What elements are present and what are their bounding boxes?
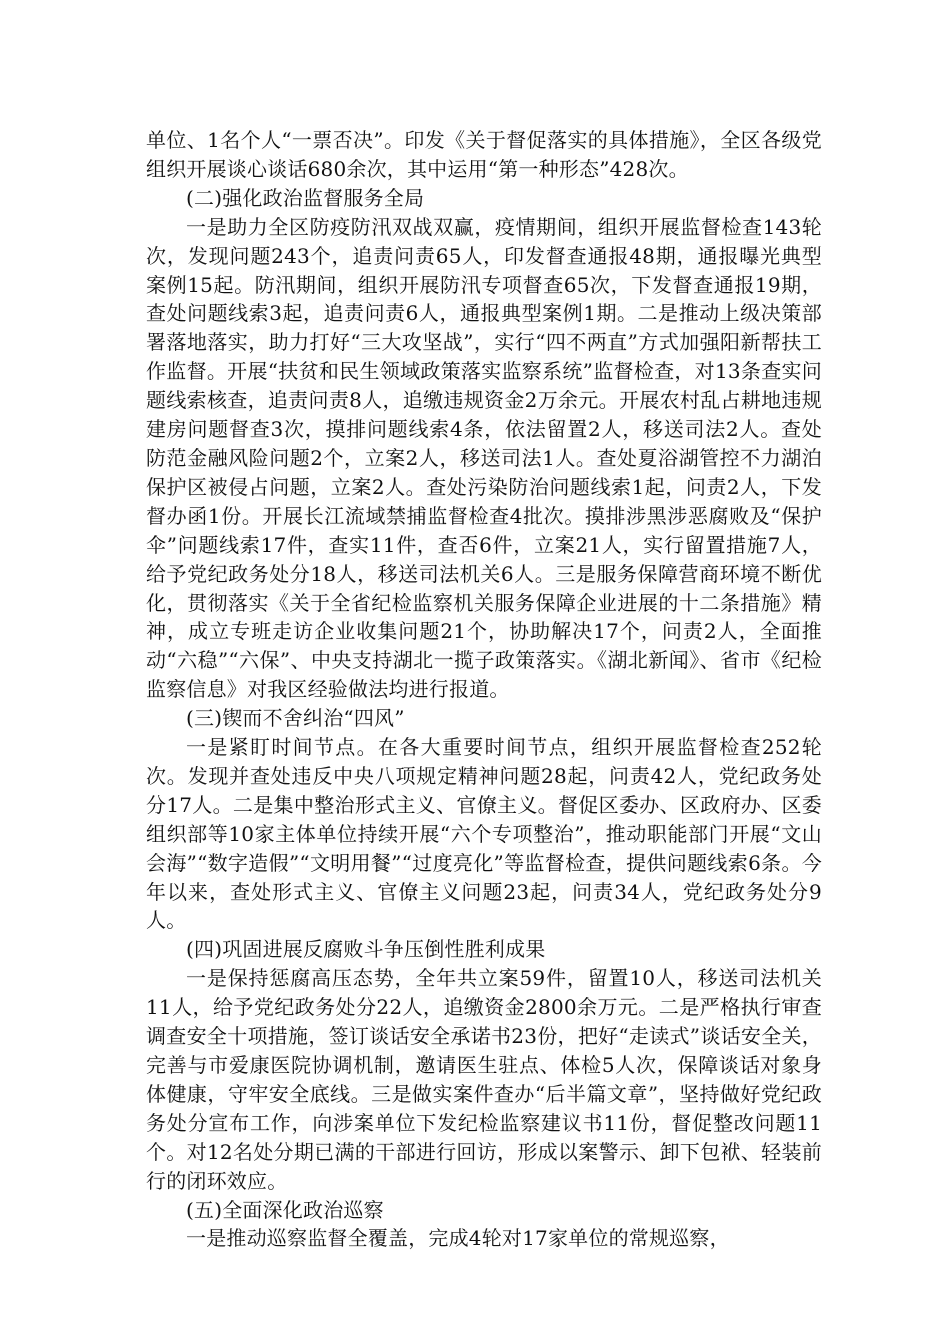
paragraph-section-2: 一是助力全区防疫防汛双战双赢，疫情期间，组织开展监督检查143轮次，发现问题243个，追责问责65人，印发督查通报48期，通报曝光典型案例15起。防汛期间，组织开展防汛专项督查65次，下发督查通报19期，查处问题线索3起，追责问责6人，通报典型案例1期。二是推动上级决策部署落地落实，助力打好“三大攻坚战”，实行“四不两直”方式加强阳新帮扶工作监督。开展“扶贫和民生领域政策落实监察系统”监督检查，对13条查实问题线索核查，追责问责8人，追缴违规资金2万余元。开展农村乱占耕地违规建房问题督查3次，摸排问题线索4条，依法留置2人，移送司法2人。查处防范金融风险问题2个，立案2人，移送司法1人。查处夏浴湖管控不力湖泊保护区被侵占问题，立案2人。查处污染防治问题线索1起，问责2人，下发督办函1份。开展长江流域禁捕监督检查4批次。摸排涉黑涉恶腐败及“保护伞”问题线索17件，查实11件，查否6件，立案21人，实行留置措施7人，给予党纪政务处分18人，移送司法机关6人。三是服务保障营商环境不断优化，贯彻落实《关于全省纪检监察机关服务保障企业进展的十二条措施》精神，成立专班走访企业收集问题21个，协助解决17个，问责2人，全面推动“六稳”“六保”、中央支持湖北一揽子政策落实。《湖北新闻》、省市《纪检监察信息》对我区经验做法均进行报道。 bbox=[146, 214, 822, 702]
section-heading-4: (四)巩固进展反腐败斗争压倒性胜利成果 bbox=[186, 937, 546, 962]
paragraph-section-5: 一是推动巡察监督全覆盖，完成4轮对17家单位的常规巡察， bbox=[186, 1226, 730, 1251]
document-body bbox=[146, 126, 822, 1253]
paragraph-intro-continuation: 单位、1名个人“一票否决”。印发《关于督促落实的具体措施》，全区各级党组织开展谈心谈话680余次，其中运用“第一种形态”428次。 bbox=[146, 128, 822, 181]
paragraph-section-3: 一是紧盯时间节点。在各大重要时间节点，组织开展监督检查252轮次。发现并查处违反中央八项规定精神问题28起，问责42人，党纪政务处分17人。二是集中整治形式主义、官僚主义。督促区委办、区政府办、区委组织部等10家主体单位持续开展“六个专项整治”，推动职能部门开展“文山会海”“数字造假”“文明用餐”“过度亮化”等监督检查，提供问题线索6条。今年以来，查处形式主义、官僚主义问题23起，问责34人，党纪政务处分9人。 bbox=[146, 735, 822, 933]
section-heading-3: (三)锲而不舍纠治“四风” bbox=[186, 706, 405, 731]
section-heading-2: (二)强化政治监督服务全局 bbox=[186, 185, 425, 210]
paragraph-section-4: 一是保持惩腐高压态势，全年共立案59件，留置10人，移送司法机关11人，给予党纪政务处分22人，追缴资金2800余万元。二是严格执行审查调查安全十项措施，签订谈话安全承诺书23份，把好“走读式”谈话安全关，完善与市爱康医院协调机制，邀请医生驻点、体检5人次，保障谈话对象身体健康，守牢安全底线。三是做实案件查办“后半篇文章”，坚持做好党纪政务处分宣布工作，向涉案单位下发纪检监察建议书11份，督促整改问题11个。对12名处分期已满的干部进行回访，形成以案警示、卸下包袱、轻装前行的闭环效应。 bbox=[146, 966, 822, 1193]
section-heading-5: (五)全面深化政治巡察 bbox=[186, 1197, 384, 1222]
